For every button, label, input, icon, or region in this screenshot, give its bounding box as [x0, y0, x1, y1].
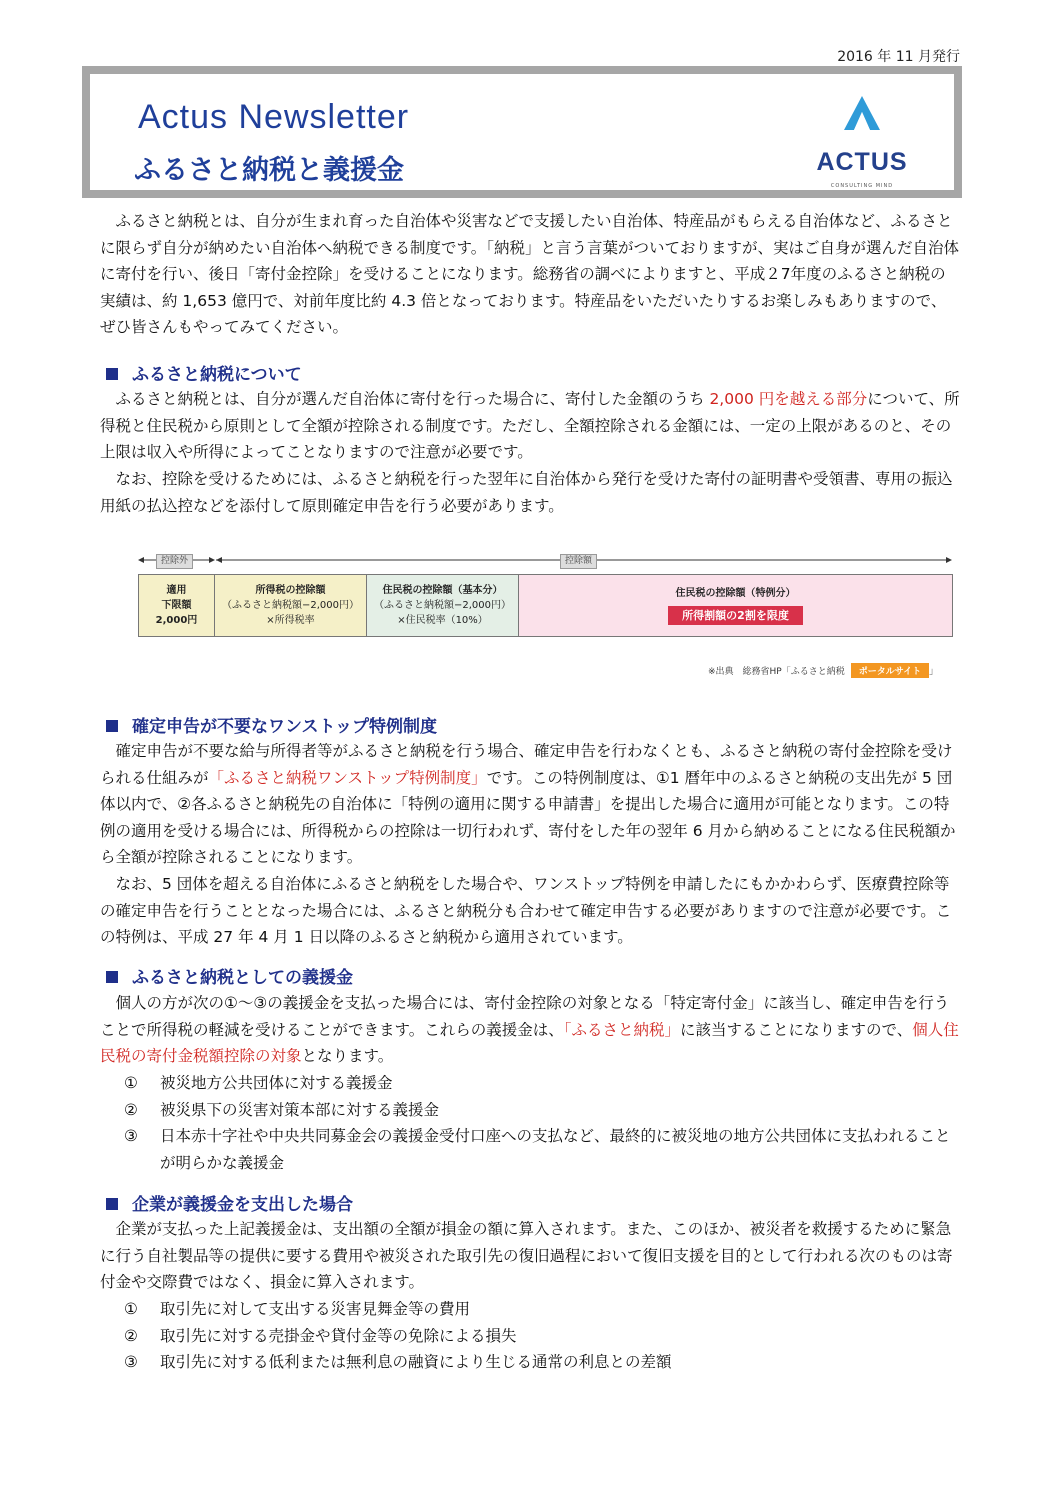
- section-heading-donation: [106, 963, 353, 988]
- deduction-diagram: [138, 546, 953, 640]
- highlight-text: 個人住民税の寄付金税額控除の対象: [100, 1020, 959, 1065]
- onestop-paragraph-2: なお、5 団体を超える自治体にふるさと納税をした場合や、ワンストップ特例を申請したにもかかわらず、医療費控除等の確定申告を行うこととなった場合には、ふるさと納税分も合わせて確定申告する必要がありますので注意が必要です。この特例は、平成 27 年 4 月 1 日以降のふるさと納税から適用されています。: [100, 875, 952, 946]
- section-heading-corporate: [106, 1190, 353, 1215]
- cell-text: （ふるさと納税額−2,000円）: [373, 600, 511, 611]
- list-text: 被災地方公共団体に対する義援金: [160, 1074, 393, 1092]
- logo-wordmark: ACTUS: [816, 148, 908, 176]
- cell-resident-basic: [367, 575, 519, 636]
- label-outside-deduction: 控除外: [156, 554, 193, 569]
- list-number: ②: [124, 1100, 138, 1119]
- section-heading-text: 確定申告が不要なワンストップ特例制度: [132, 717, 437, 737]
- range-arrow-lines: [138, 551, 953, 571]
- list-item: [124, 1349, 954, 1376]
- logo-tagline: CONSULTING MIND: [830, 183, 894, 189]
- square-bullet-icon: [106, 1198, 118, 1210]
- section-heading-furusato: [106, 360, 302, 385]
- corporate-paragraph: 企業が支払った上記義援金は、支出額の全額が損金の額に算入されます。また、このほか、被災者を救援するために緊急に行う自社製品等の提供に要する費用や被災された取引先の復旧過程において復旧支援を目的として行われる次のものは寄付金や交際費ではなく、損金に算入されます。: [100, 1220, 953, 1291]
- list-number: ③: [124, 1353, 138, 1371]
- cell-title: 住民税の控除額（基本分）: [382, 585, 503, 596]
- cell-income-tax: [215, 575, 367, 636]
- donation-list: [124, 1070, 954, 1176]
- list-number: ①: [124, 1074, 138, 1092]
- source-text: 」: [929, 667, 939, 677]
- text-span: 確定申告が不要な給与所得者等がふるさと納税を行う場合、確定申告を行わなくとも、ふるさと納税の寄付金控除を受けられる仕組みが: [100, 742, 953, 787]
- cell-text: 適用: [166, 585, 187, 596]
- list-item: [124, 1296, 954, 1323]
- actus-triangle-icon: [844, 96, 880, 130]
- cell-title: 住民税の控除額（特例分）: [675, 588, 796, 599]
- text-span: となります。: [301, 1047, 394, 1065]
- list-item: [124, 1123, 954, 1176]
- text-span: ふるさと納税とは、自分が選んだ自治体に寄付を行った場合に、寄付した金額のうち: [115, 390, 710, 408]
- list-item: [124, 1070, 954, 1097]
- text-span: です。この特例制度は、①1 暦年中のふるさと納税の支出先が 5 団体以内で、②各ふるさと納税先の自治体に「特例の適用に関する申請書」を提出した場合に適用が可能となります。この特例の適用を受ける場合には、所得税からの控除は一切行われず、寄付をした年の翌年 6 月から納めることになる住民税額から全額が控除されることになります。: [100, 768, 956, 866]
- list-item: [124, 1097, 954, 1124]
- list-text: 取引先に対して支出する災害見舞金等の費用: [160, 1300, 471, 1318]
- text-span: について、所得税と住民税から原則として全額が控除される制度です。ただし、全額控除される金額には、一定の上限があるのと、その上限は収入や所得によってことなりますので注意が必要です。: [100, 390, 960, 461]
- actus-logo: [804, 92, 920, 192]
- source-text: ※出典 総務省HP「ふるさと納税: [708, 667, 845, 677]
- section-heading-text: ふるさと納税としての義援金: [132, 968, 353, 988]
- section-heading-text: ふるさと納税について: [132, 365, 302, 385]
- cell-text: ×所得税率: [266, 615, 315, 626]
- cell-text: 2,000円: [155, 615, 198, 626]
- donation-paragraph: [100, 990, 960, 1070]
- section-heading-text: 企業が義援金を支出した場合: [132, 1195, 353, 1215]
- text-span: に該当することになりますので、: [680, 1020, 913, 1039]
- cell-resident-special: [519, 575, 952, 636]
- square-bullet-icon: [106, 971, 118, 983]
- list-number: ②: [124, 1326, 138, 1345]
- list-number: ①: [124, 1300, 138, 1318]
- cell-text: ×住民税率（10%）: [397, 615, 488, 626]
- list-text: 取引先に対する売掛金や貸付金等の免除による損失: [160, 1326, 517, 1345]
- onestop-paragraph-1: [100, 738, 960, 871]
- issue-date: 2016 年 11 月発行: [837, 49, 960, 65]
- cell-minimum: [139, 575, 215, 636]
- intro-paragraph: ふるさと納税とは、自分が生まれ育った自治体や災害などで支援したい自治体、特産品がもらえる自治体など、ふるさとに限らず自分が納めたい自治体へ納税できる制度です。「納税」と言う言葉がついておりますが、実はご自身が選んだ自治体に寄付を行い、後日「寄付金控除」を受けることになります。総務省の調べによりますと、平成２7年度のふるさと納税の実績は、約 1,653 億円で、対前年度比約 4.3 倍となっております。特産品をいただいたりするお楽しみもありますので、ぜひ皆さんもやってみてください。: [100, 212, 960, 336]
- limit-tag: 所得割額の2割を限度: [668, 606, 803, 625]
- newsletter-subtitle: ふるさと納税と義援金: [134, 155, 404, 186]
- source-note: [708, 663, 938, 678]
- corporate-list: [124, 1296, 954, 1376]
- newsletter-banner: [82, 66, 962, 198]
- highlight-text: 「ふるさと納税ワンストップ特例制度」: [208, 768, 487, 787]
- highlight-text: 「ふるさと納税」: [563, 1020, 681, 1039]
- list-text: 取引先に対する低利または無利息の融資により生じる通常の利息との差額: [160, 1353, 672, 1371]
- furusato-paragraph-2: なお、控除を受けるためには、ふるさと納税を行った翌年に自治体から発行を受けた寄付の証明書や受領書、専用の振込用紙の払込控などを添付して原則確定申告を行う必要があります。: [100, 470, 953, 515]
- list-text: 日本赤十字社や中央共同募金会の義援金受付口座への支払など、最終的に被災地の地方公共団体に支払われることが明らかな義援金: [160, 1127, 951, 1172]
- portal-site-link[interactable]: ポータルサイト: [851, 663, 929, 678]
- cell-text: （ふるさと納税額−2,000円）: [221, 600, 359, 611]
- square-bullet-icon: [106, 720, 118, 732]
- cell-title: 所得税の控除額: [255, 585, 326, 596]
- deduction-cells: [138, 574, 953, 637]
- highlight-text: 2,000 円を越える部分: [709, 390, 868, 408]
- furusato-paragraph-1: [100, 386, 960, 466]
- list-item: [124, 1323, 954, 1350]
- list-number: ③: [124, 1127, 138, 1145]
- newsletter-title: Actus Newsletter: [138, 98, 410, 136]
- square-bullet-icon: [106, 368, 118, 380]
- section-heading-onestop: [106, 712, 437, 737]
- text-span: 個人の方が次の①～③の義援金を支払った場合には、寄付金控除の対象となる「特定寄付金」に該当し、確定申告を行うことで所得税の軽減を受けることができます。これらの義援金は、: [100, 994, 950, 1039]
- label-deduction: 控除額: [560, 554, 597, 569]
- list-text: 被災県下の災害対策本部に対する義援金: [160, 1100, 440, 1119]
- cell-text: 下限額: [161, 600, 192, 611]
